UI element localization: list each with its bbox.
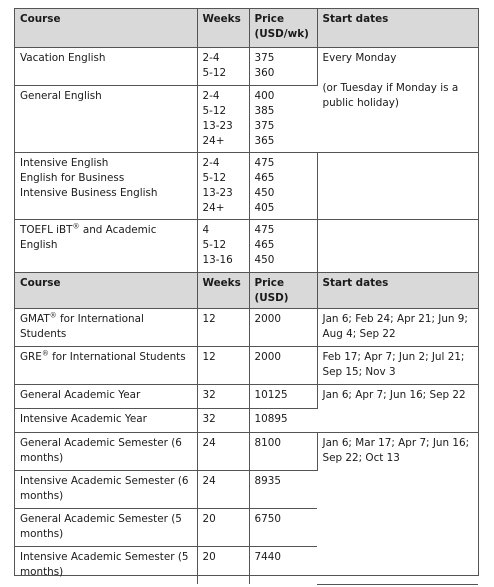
start-dates-cell: Feb 17; Apr 7; Jun 2; Jul 21; Sep 15; Nov 3 [317, 346, 478, 384]
weeks-cell: 12 [197, 346, 249, 384]
table-row [15, 346, 478, 384]
header-weeks: Weeks [197, 272, 249, 308]
course-name: General English [15, 85, 197, 152]
table-row [15, 219, 478, 272]
start-dates-cell: Jan 6; Mar 17; Apr 7; Jun 16; Sep 22; Oct 13 [317, 432, 478, 584]
header-price [249, 9, 317, 47]
price-cell: 2000 [249, 346, 317, 384]
course-name: General Academic Year [15, 384, 197, 408]
course-name: Vacation English [15, 47, 197, 85]
header-weeks: Weeks [197, 9, 249, 47]
weeks-cell: 24 [197, 432, 249, 470]
price-cell: 8100 [249, 432, 317, 470]
price-cell: 2000 [249, 308, 317, 346]
public-holiday-note: (or Tuesday if Monday is a public holiday) [322, 81, 459, 109]
table-header-row [15, 9, 478, 47]
table-row [15, 308, 478, 346]
weeks-cell: 32 [197, 408, 249, 432]
course-fees-table-frame [14, 8, 479, 579]
price-cell: 10125 [249, 384, 317, 408]
course-name: General Academic Semester (6 months) [15, 432, 197, 470]
table-row [15, 152, 478, 219]
header-course: Course [15, 9, 197, 47]
start-dates-cell: Jan 6; Feb 24; Apr 21; Jun 9; Aug 4; Sep 22 [317, 308, 478, 346]
table-row [15, 384, 478, 408]
course-name: Intensive Academic Year [15, 408, 197, 432]
table-row [15, 432, 478, 470]
start-dates-cell: Jan 6; Apr 7; Jun 16; Sep 22 [317, 384, 478, 432]
course-name: Intensive Academic Semester (5 months) [15, 546, 197, 584]
registered-mark: ® [72, 222, 80, 231]
price-cell: 475 465 450 405 [249, 152, 317, 219]
header-price: Price (USD) [249, 272, 317, 308]
header-course: Course [15, 272, 197, 308]
course-name: GMAT® for International Students [15, 308, 197, 346]
price-cell: 7440 [254, 550, 281, 563]
start-dates-cell [317, 219, 478, 272]
course-name: TOEFL iBT® and Academic English [15, 219, 197, 272]
price-cell: 400 385 375 365 [249, 85, 317, 152]
course-name: General Academic Semester (5 months) [15, 508, 197, 546]
weeks-cell: 32 [197, 384, 249, 408]
header-price-unit: (USD/wk) [254, 28, 309, 41]
weeks-cell: 12 [197, 308, 249, 346]
start-dates-cell [317, 152, 478, 219]
registered-mark: ® [41, 349, 49, 358]
price-cell: 475 465 450 [249, 219, 317, 272]
weeks-cell: 24 [197, 470, 249, 508]
course-name: Intensive Academic Semester (6 months) [15, 470, 197, 508]
table-header-row [15, 272, 478, 308]
weeks-cell: 2-4 5-12 13-23 24+ [197, 152, 249, 219]
start-dates-cell: Every Monday (or Tuesday if Monday is a public holiday) [317, 47, 478, 152]
price-cell: 375 360 [249, 47, 317, 85]
course-name: GRE® for International Students [15, 346, 197, 384]
header-start-dates: Start dates [317, 9, 478, 47]
course-name: Intensive English English for Business Intensive Business English [15, 152, 197, 219]
weeks-cell: 4 5-12 13-16 [197, 219, 249, 272]
price-cell: 6750 [249, 508, 317, 546]
header-start-dates: Start dates [317, 272, 478, 308]
table-row [15, 47, 478, 85]
weeks-cell: 20 [197, 546, 249, 584]
weeks-cell: 2-4 5-12 [197, 47, 249, 85]
price-cell: 8935 [249, 470, 317, 508]
course-fees-table [15, 9, 478, 585]
weeks-cell: 2-4 5-12 13-23 24+ [197, 85, 249, 152]
header-price-label: Price [254, 13, 285, 25]
price-cell: 10895 [249, 408, 317, 432]
weeks-cell: 20 [197, 508, 249, 546]
registered-mark: ® [49, 311, 57, 320]
